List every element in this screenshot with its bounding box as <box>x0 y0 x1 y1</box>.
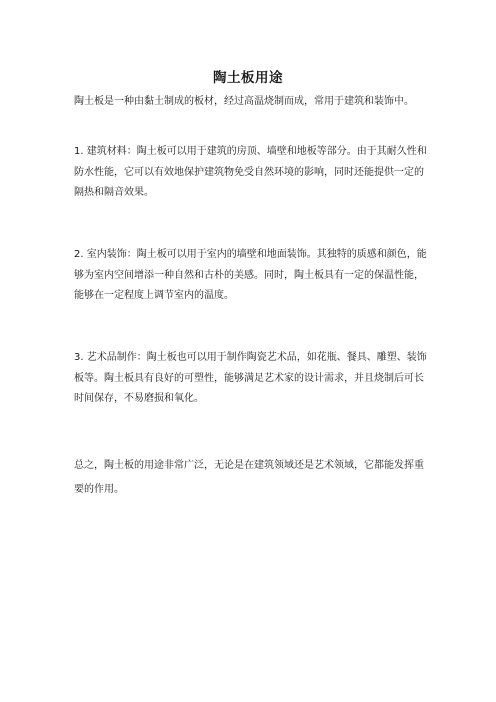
intro-paragraph: 陶土板是一种由黏土制成的板材，经过高温烧制而成，常用于建筑和装饰中。 <box>74 96 414 107</box>
conclusion-paragraph: 总之，陶土板的用途非常广泛，无论是在建筑领域还是艺术领域，它都能发挥重要的作用。 <box>74 460 424 495</box>
paragraph-art-making: 3. 艺术品制作：陶土板也可以用于制作陶瓷艺术品，如花瓶、餐具、雕塑、装饰板等。陶土板具有良好的可塑性，能够满足艺术家的设计需求，并且烧制后可长时间保存，不易磨损和氧化。 <box>74 352 427 404</box>
document-title: 陶土板用途 <box>213 70 283 86</box>
paragraph-building-materials: 1. 建筑材料：陶土板可以用于建筑的房顶、墙壁和地板等部分。由于其耐久性和防水性能，它可以有效地保护建筑物免受自然环境的影响，同时还能提供一定的隔热和隔音效果。 <box>74 146 427 198</box>
paragraph-interior-decoration: 2. 室内装饰：陶土板可以用于室内的墙壁和地面装饰。其独特的质感和颜色，能够为室内空间增添一种自然和古朴的美感。同时，陶土板具有一定的保温性能，能够在一定程度上调节室内的温度。 <box>74 249 427 301</box>
